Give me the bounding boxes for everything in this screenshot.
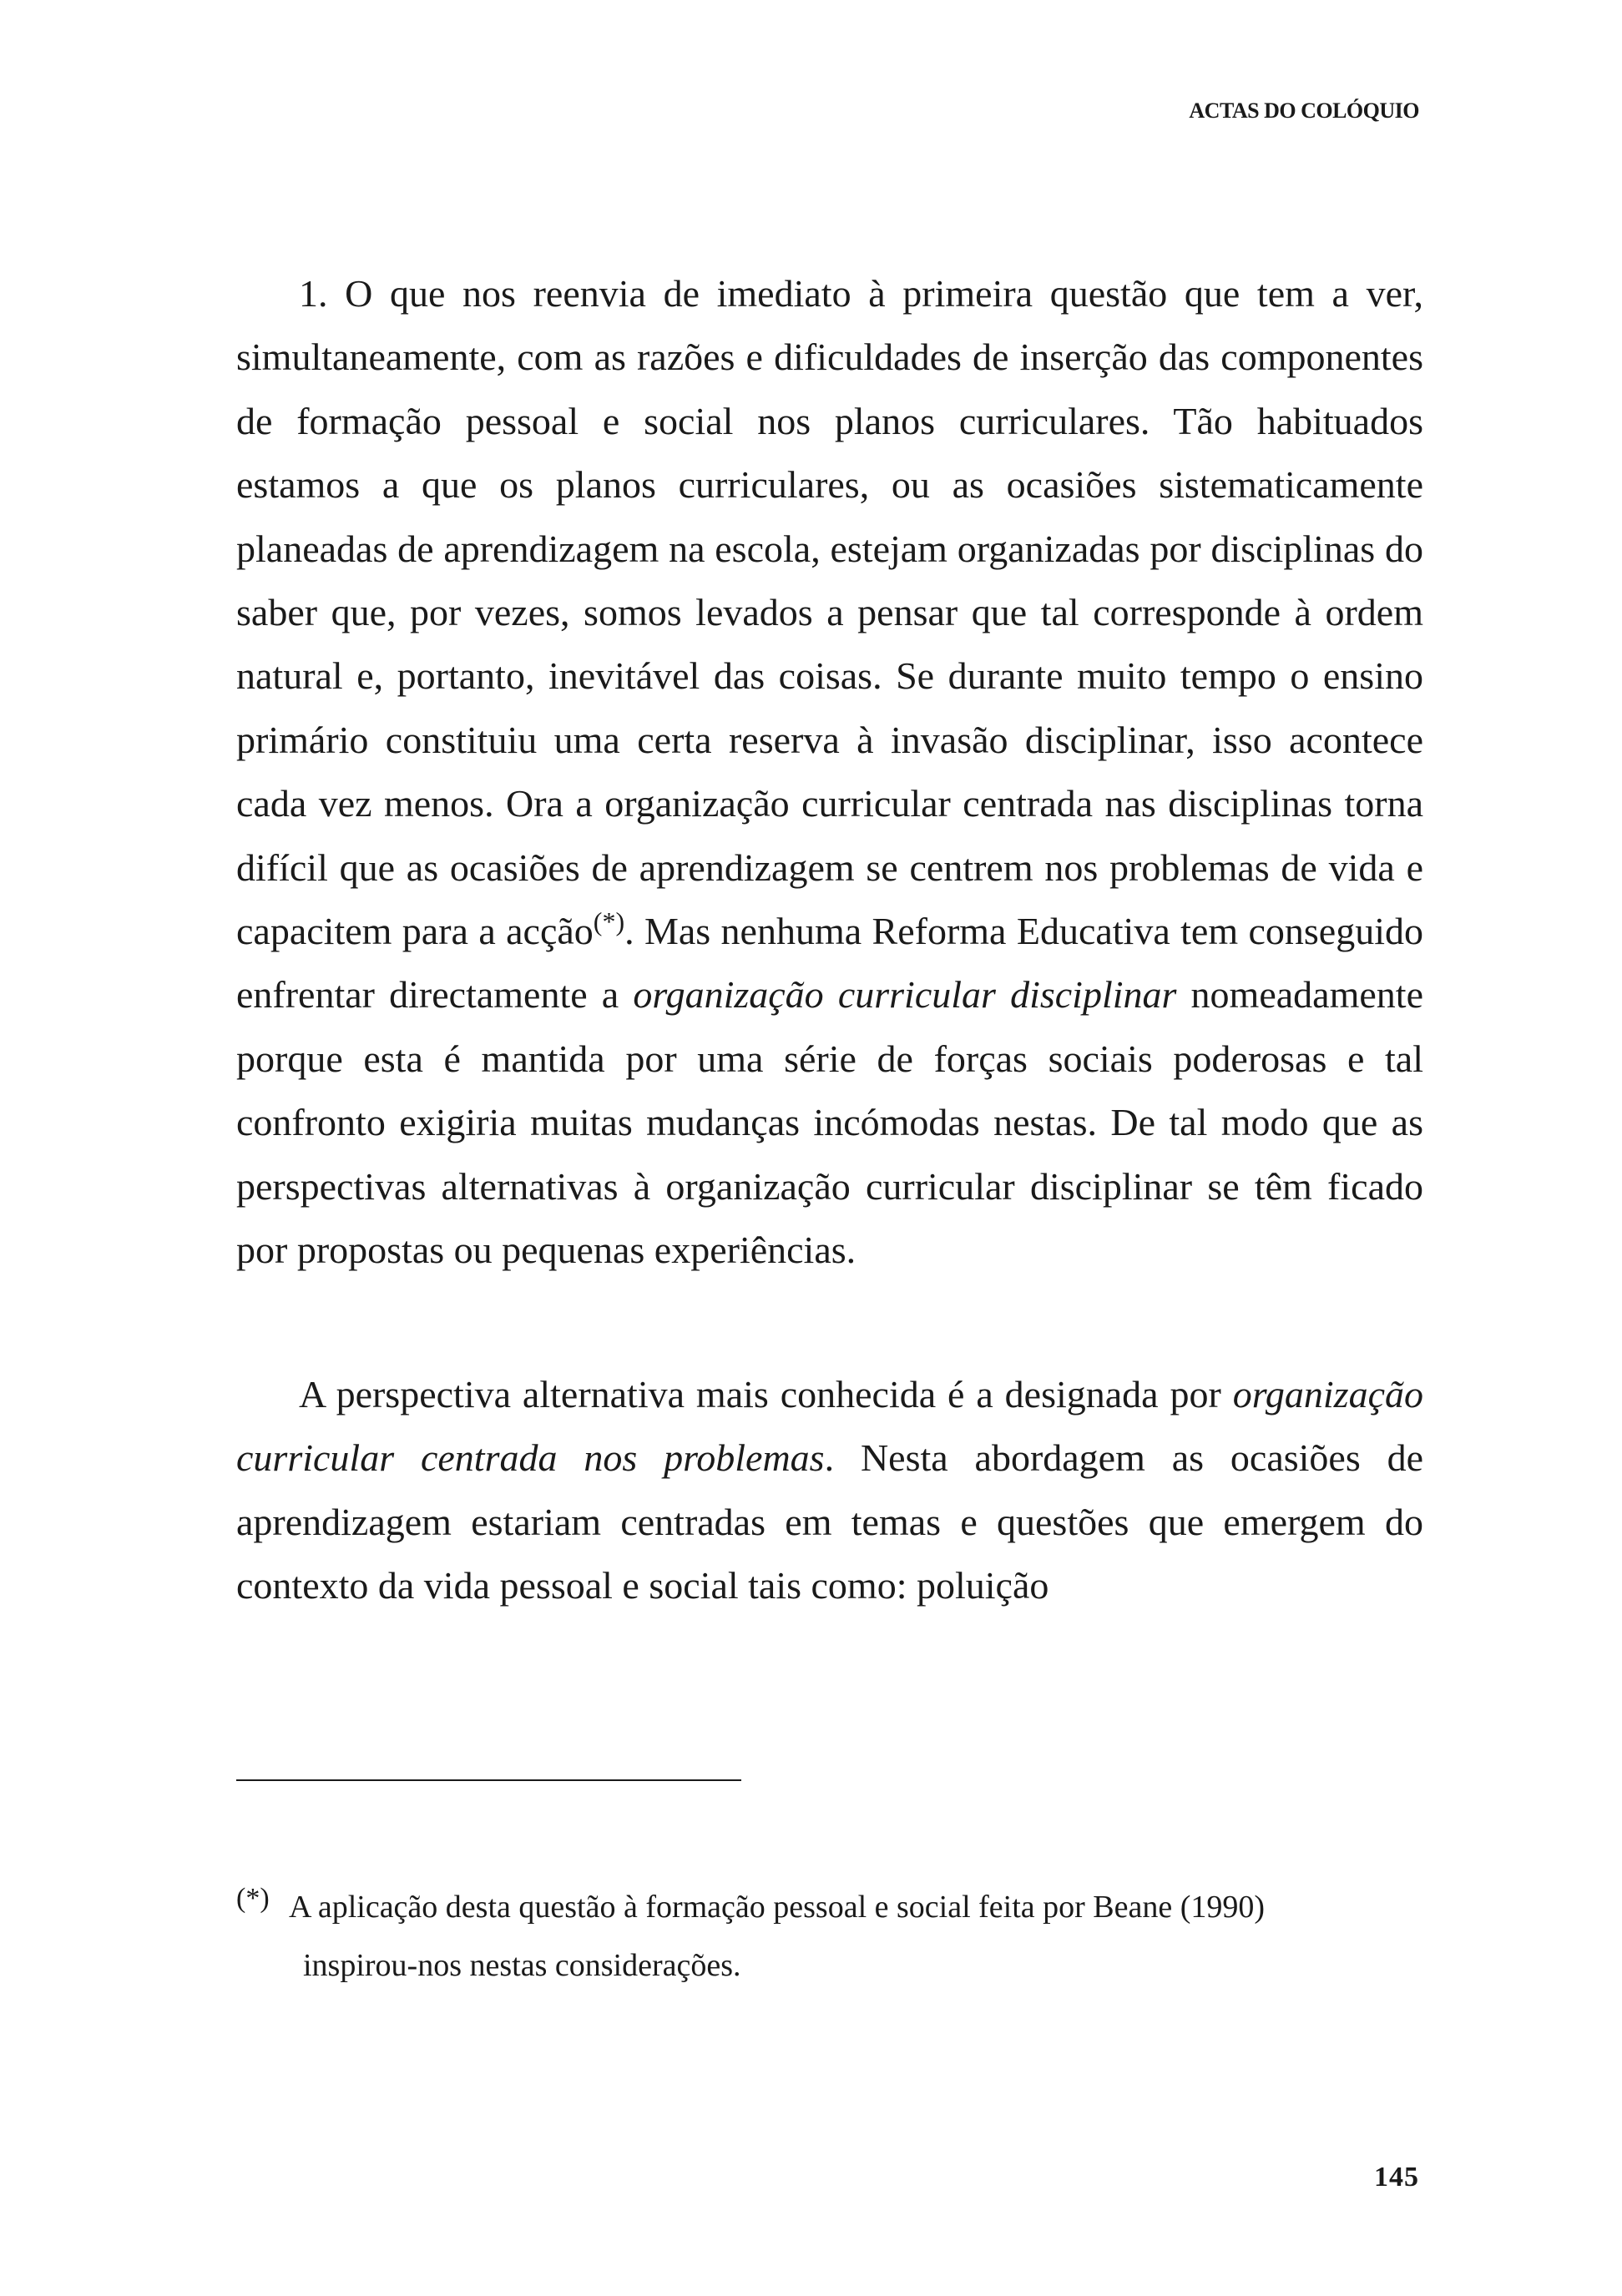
paragraph-1-text-start: 1. O que nos reenvia de imediato à primeira questão que tem a ver, simultaneamente, com as razões e dificuldades de inserção das componentes de formação pessoal e social nos planos curriculares. Tão habituados estamos a que os planos curriculares, ou as ocasiões sistematicamente planeadas de aprendizagem na escola, estejam organizadas por disciplinas do saber que, por vezes, somos levados a pensar que tal corresponde à ordem natural e, portanto, inevitável das coisas. Se durante muito tempo o ensino primário constituiu uma certa reserva à invasão disciplinar, isso acontece cada vez menos. Ora a organização curricular centrada nas disciplinas torna difícil que as ocasiões de aprendizagem se centrem nos problemas de vida e capacitem para a acção (236, 272, 1423, 953)
footnote-separator (236, 1779, 741, 1781)
footnote-line-2: inspirou-nos nestas considerações. (303, 1948, 741, 1983)
running-header: ACTAS DO COLÓQUIO (1189, 98, 1419, 123)
footnote-line-1: A aplicação desta questão à formação pessoal e social feita por Beane (1990) (289, 1890, 1266, 1925)
body-paragraph-1 (236, 262, 1423, 1283)
footnote-reference[interactable]: (*) (593, 906, 625, 937)
paragraph-2-text-end: . Nesta abordagem as ocasiões de aprendizagem estariam centradas em temas e questões que emergem do contexto da vida pessoal e social tais como: poluição (236, 1436, 1424, 1607)
paragraph-2-emphasis: organização curricular centrada nos problemas (236, 1373, 1423, 1480)
paragraph-1-text-end: nomeadamente porque esta é mantida por uma série de forças sociais poderosas e tal confronto exigiria muitas mudanças incómodas nestas. De tal modo que as perspectivas alternativas à organização curricular disciplinar se têm ficado por propostas ou pequenas experiências. (236, 973, 1423, 1272)
paragraph-1-emphasis: organização curricular disciplinar (633, 973, 1177, 1017)
body-paragraph-2 (236, 1363, 1423, 1618)
paragraph-1-text-middle: . Mas nenhuma Reforma Educativa tem conseguido enfrentar directamente a (236, 910, 1423, 1017)
page-number: 145 (1374, 2162, 1419, 2193)
paragraph-2-text-start: A perspectiva alternativa mais conhecida é a designada por (299, 1373, 1233, 1415)
footnote: (*) A aplicação desta questão à formação pessoal e social feita por Beane (1990) inspirou-nos nestas considerações. (236, 1878, 1423, 1995)
